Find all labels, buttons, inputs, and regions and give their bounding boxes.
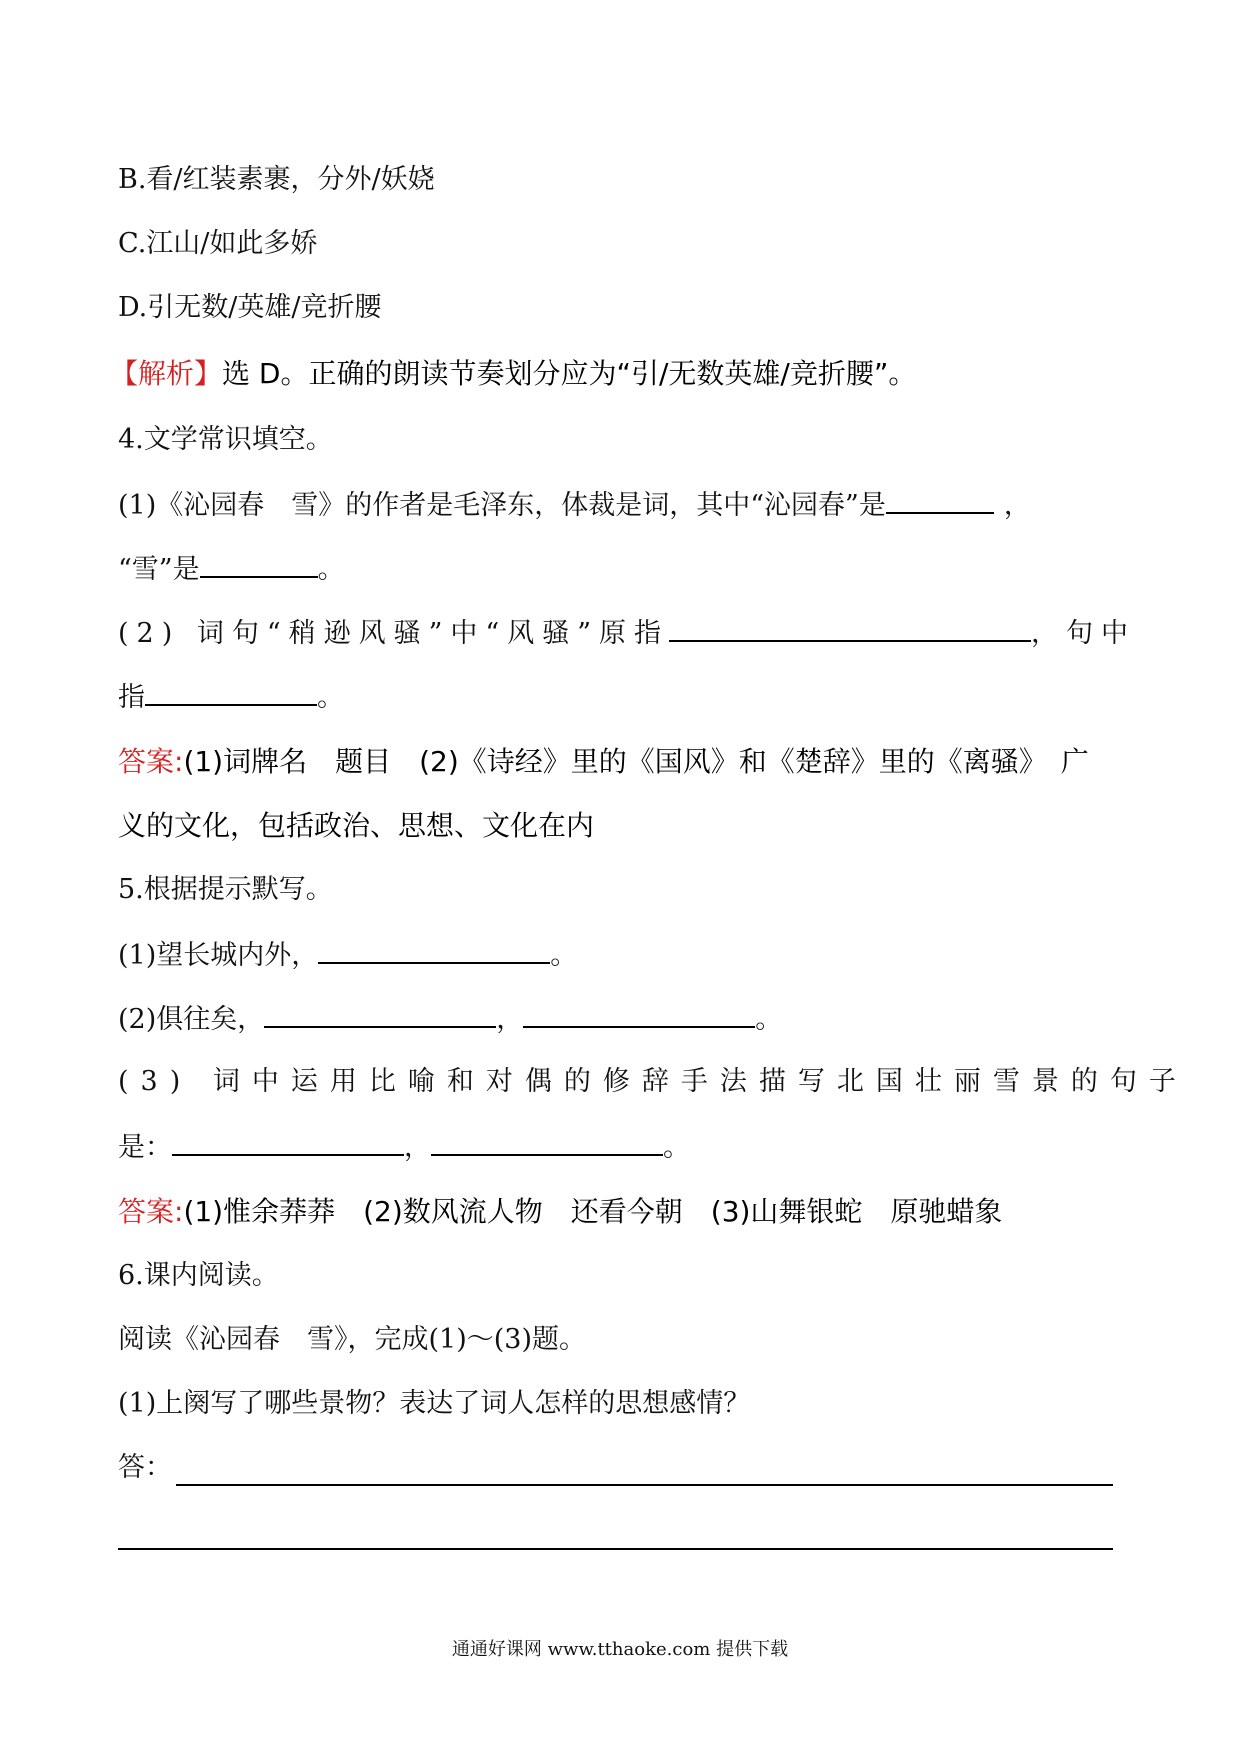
- q4-blank-1[interactable]: [886, 484, 994, 514]
- q5-answer-line: 答案:(1)惟余莽莽 (2)数风流人物 还看今朝 (3)山舞银蛇 原驰蜡象: [118, 1195, 1003, 1228]
- q4-answer-line2: 义的文化，包括政治、思想、文化在内: [118, 809, 595, 842]
- q6-answer-prefix: 答：: [118, 1452, 172, 1483]
- q4-item1-line2: “雪”是 。: [118, 548, 1122, 590]
- q5-title: 5.根据提示默写。: [118, 874, 333, 905]
- option-d: D.引无数/英雄/竞折腰: [118, 292, 382, 323]
- q5-item3-line2: 是： ， 。: [118, 1126, 1122, 1168]
- q4-blank-3[interactable]: [669, 612, 1031, 642]
- q5-answer-label: 答案:: [118, 1195, 184, 1228]
- q5-item3-line1: (3) 词中运用比喻和对偶的修辞手法描写北国壮丽雪景的句子: [118, 1066, 1188, 1097]
- analysis-text: 选 D。正确的朗读节奏划分应为“引/无数英雄/竞折腰”。: [222, 357, 917, 390]
- q5-blank-1[interactable]: [318, 934, 550, 964]
- option-c: C.江山/如此多娇: [118, 228, 318, 259]
- q5-blank-2[interactable]: [264, 998, 496, 1028]
- q6-answer-line-1[interactable]: [176, 1484, 1113, 1486]
- q4-answer-line1: 答案:(1)词牌名 题目 (2)《诗经》里的《国风》和《楚辞》里的《离骚》 广: [118, 745, 1089, 778]
- q4-blank-2[interactable]: [200, 548, 318, 578]
- q4-item2-line1: (2) 词句“稍逊风骚”中“风骚”原指 ，句中: [118, 612, 1122, 654]
- option-b: B.看/红装素裹，分外/妖娆: [118, 164, 435, 195]
- q5-blank-4[interactable]: [172, 1126, 404, 1156]
- q4-item1-line1: (1)《沁园春 雪》的作者是毛泽东，体裁是词，其中“沁园春”是 ，: [118, 484, 1122, 526]
- q4-blank-4[interactable]: [145, 676, 317, 706]
- analysis-tag: 【解析】: [110, 357, 223, 390]
- q5-blank-3[interactable]: [523, 998, 755, 1028]
- page-footer: 通通好课网 www.tthaoke.com 提供下载: [451, 1639, 789, 1660]
- q6-intro: 阅读《沁园春 雪》，完成(1)～(3)题。: [118, 1324, 586, 1355]
- q6-title: 6.课内阅读。: [118, 1260, 279, 1291]
- q6-item1: (1)上阕写了哪些景物？表达了词人怎样的思想感情？: [118, 1388, 751, 1419]
- q5-item1: (1)望长城内外， 。: [118, 934, 1122, 976]
- q4-answer-label: 答案:: [118, 745, 184, 778]
- q4-item2-line2: 指 。: [118, 676, 1122, 718]
- q4-title: 4.文学常识填空。: [118, 424, 333, 455]
- q6-answer-line-2[interactable]: [118, 1548, 1113, 1550]
- q5-blank-5[interactable]: [431, 1126, 663, 1156]
- q5-item2: (2)俱往矣， ， 。: [118, 998, 1122, 1040]
- analysis-line: [110, 354, 1122, 394]
